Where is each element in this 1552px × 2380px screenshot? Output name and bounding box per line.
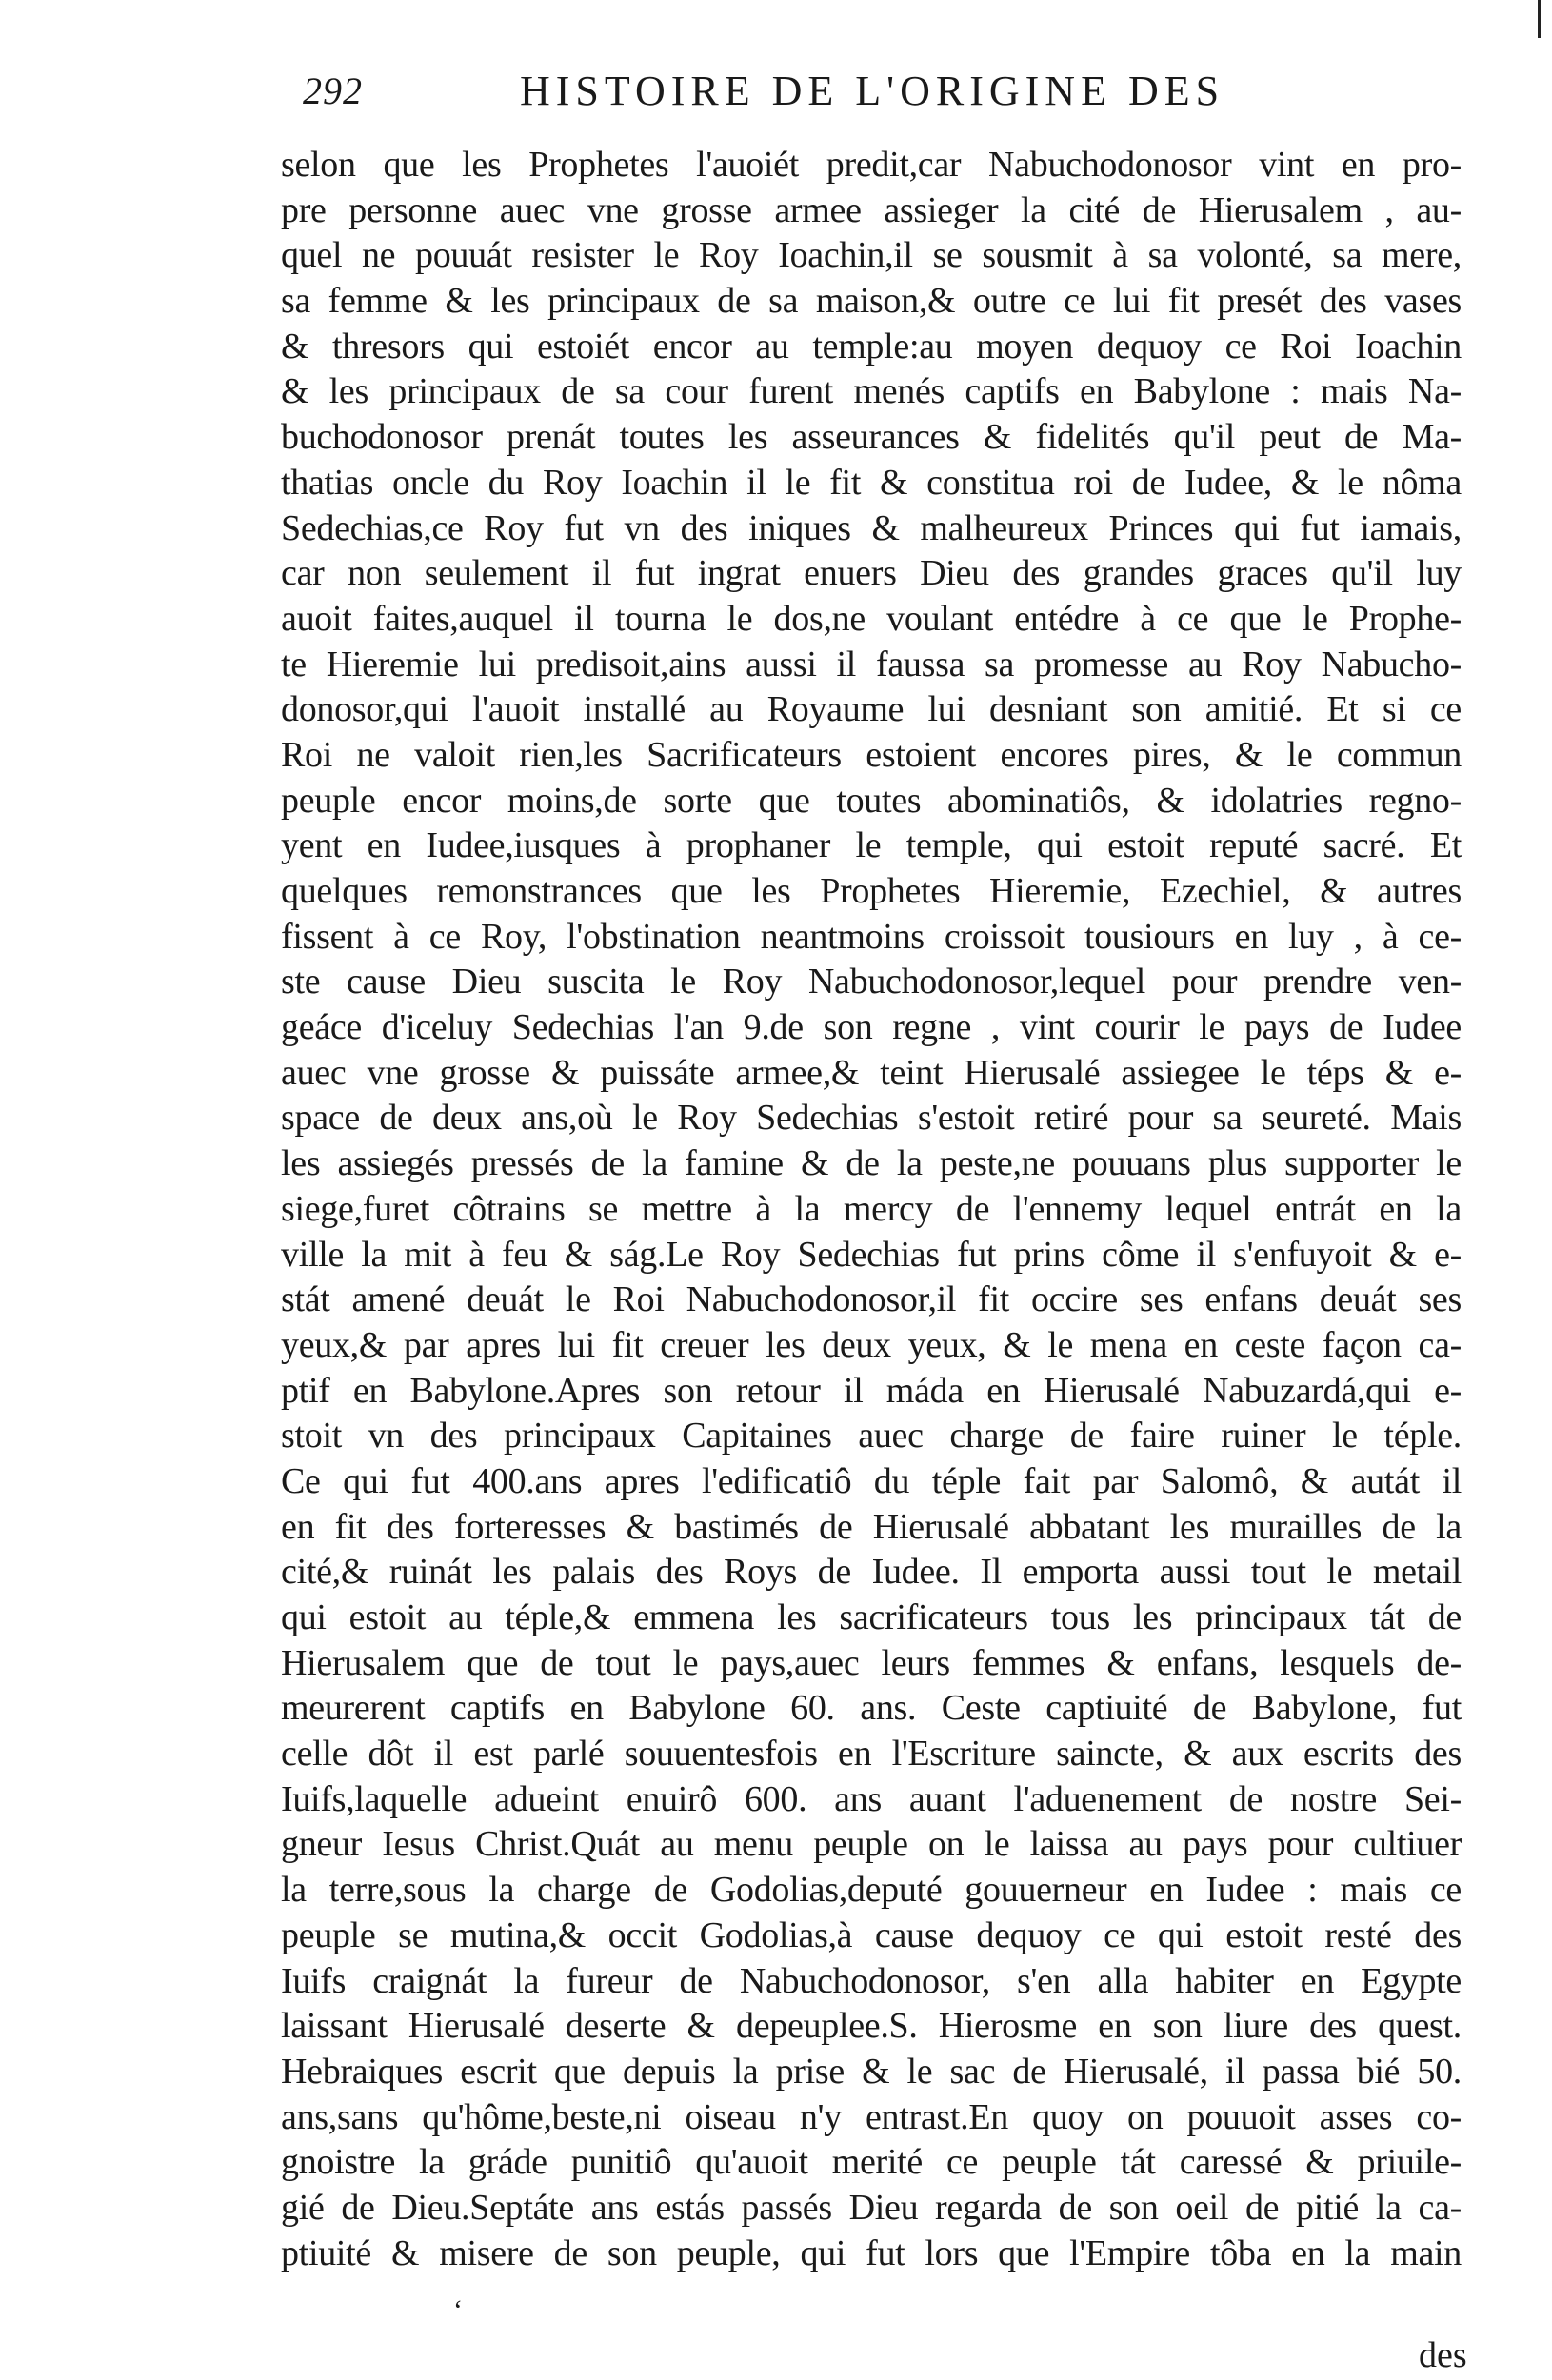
running-title: HISTOIRE DE L'ORIGINE DES xyxy=(520,68,1225,114)
text-line: auoit faites,auquel il tourna le dos,ne voulant entédre à ce que le Prophe- xyxy=(281,598,1462,639)
text-line: Hierusalem que de tout le pays,auec leurs femmes & enfans, lesquels de- xyxy=(281,1642,1462,1683)
text-line: Sedechias,ce Roy fut vn des iniques & malheureux Princes qui fut iamais, xyxy=(281,507,1462,548)
text-line: en fit des forteresses & bastimés de Hierusalé abbatant les murailles de la xyxy=(281,1506,1462,1547)
text-line: selon que les Prophetes l'auoiét predit,car Nabuchodonosor vint en pro- xyxy=(281,145,1462,185)
text-line: yeux,& par apres lui fit creuer les deux yeux, & le mena en ceste façon ca- xyxy=(281,1324,1462,1365)
text-line: ptiuité & misere de son peuple, qui fut lors que l'Empire tôba en la main xyxy=(281,2232,1462,2273)
text-line: la terre,sous la charge de Godolias,deputé gouuerneur en Iudee : mais ce xyxy=(281,1870,1462,1911)
text-line: pre personne auec vne grosse armee assieger la cité de Hierusalem , au- xyxy=(281,189,1462,230)
text-line: laissant Hierusalé deserte & depeuplee.S. Hierosme en son liure des quest. xyxy=(281,2006,1462,2047)
text-line: cité,& ruinát les palais des Roys de Iudee. Il emporta aussi tout le metail xyxy=(281,1552,1462,1593)
text-line: & thresors qui estoiét encor au temple:au moyen dequoy ce Roi Ioachin xyxy=(281,326,1462,367)
text-line: ville la mit à feu & ság.Le Roy Sedechias fut prins côme il s'enfuyoit & e- xyxy=(281,1234,1462,1275)
text-line: yent en Iudee,iusques à prophaner le temple, qui estoit reputé sacré. Et xyxy=(281,825,1462,866)
text-line: sa femme & les principaux de sa maison,& outre ce lui fit presét des vases xyxy=(281,281,1462,322)
text-line: ans,sans qu'hôme,beste,ni oiseau n'y entrast.En quoy on pouuoit asses co- xyxy=(281,2096,1462,2137)
text-line: meurerent captifs en Babylone 60. ans. Ceste captiuité de Babylone, fut xyxy=(281,1688,1462,1729)
text-line: peuple encor moins,de sorte que toutes abominatiôs, & idolatries regno- xyxy=(281,780,1462,821)
text-line: Iuifs,laquelle adueint enuirô 600. ans auant l'aduenement de nostre Sei- xyxy=(281,1778,1462,1819)
text-line: gié de Dieu.Septáte ans estás passés Dieu regarda de son oeil de pitié la ca- xyxy=(281,2187,1462,2228)
text-line: Hebraiques escrit que depuis la prise & le sac de Hierusalé, il passa bié 50. xyxy=(281,2051,1462,2092)
text-line: siege,furet côtrains se mettre à la mercy de l'ennemy lequel entrát en la xyxy=(281,1188,1462,1229)
text-line: & les principaux de sa cour furent menés captifs en Babylone : mais Na- xyxy=(281,371,1462,412)
text-line: qui estoit au téple,& emmena les sacrificateurs tous les principaux tát de xyxy=(281,1597,1462,1637)
text-line: ste cause Dieu suscita le Roy Nabuchodonosor,lequel pour prendre ven- xyxy=(281,962,1462,1002)
text-line: stoit vn des principaux Capitaines auec charge de faire ruiner le téple. xyxy=(281,1416,1462,1457)
text-line: buchodonosor prenát toutes les asseurances & fidelités qu'il peut de Ma- xyxy=(281,417,1462,458)
page-number: 292 xyxy=(303,69,363,112)
text-line: fissent à ce Roy, l'obstination neantmoins croissoit tousiours en luy , à ce- xyxy=(281,916,1462,957)
text-line: Ce qui fut 400.ans apres l'edificatiô du téple fait par Salomô, & autát il xyxy=(281,1460,1462,1501)
text-line: Roi ne valoit rien,les Sacrificateurs estoient encores pires, & le commun xyxy=(281,734,1462,775)
catchword: des xyxy=(1419,2335,1467,2375)
text-line: ptif en Babylone.Apres son retour il máda en Hierusalé Nabuzardá,qui e- xyxy=(281,1370,1462,1411)
text-line: geáce d'iceluy Sedechias l'an 9.de son regne , vint courir le pays de Iudee xyxy=(281,1007,1462,1048)
text-line: peuple se mutina,& occit Godolias,à cause dequoy ce qui estoit resté des xyxy=(281,1914,1462,1955)
text-line: space de deux ans,où le Roy Sedechias s'estoit retiré pour sa seureté. Mais xyxy=(281,1098,1462,1139)
text-line: auec vne grosse & puissáte armee,& teint Hierusalé assiegee le téps & e- xyxy=(281,1052,1462,1093)
text-line: stát amené deuát le Roi Nabuchodonosor,il fit occire ses enfans deuát ses xyxy=(281,1279,1462,1320)
text-line: donosor,qui l'auoit installé au Royaume lui desniant son amitié. Et si ce xyxy=(281,689,1462,730)
stray-mark: ʻ xyxy=(453,2294,463,2326)
text-line: quelques remonstrances que les Prophetes Hieremie, Ezechiel, & autres xyxy=(281,871,1462,911)
text-line: les assiegés pressés de la famine & de la peste,ne pouuans plus supporter le xyxy=(281,1143,1462,1184)
body-text xyxy=(281,143,1462,2276)
text-line: gnoistre la gráde punitiô qu'auoit merité ce peuple tát caressé & priuile- xyxy=(281,2142,1462,2183)
page-header xyxy=(303,69,1255,126)
text-line: celle dôt il est parlé souuentesfois en l'Escriture saincte, & aux escrits des xyxy=(281,1734,1462,1775)
text-line: gneur Iesus Christ.Quát au menu peuple on le laissa au pays pour cultiuer xyxy=(281,1824,1462,1865)
text-line: te Hieremie lui predisoit,ains aussi il faussa sa promesse au Roy Nabucho- xyxy=(281,644,1462,684)
text-line: car non seulement il fut ingrat enuers Dieu des grandes graces qu'il luy xyxy=(281,553,1462,594)
text-line: thatias oncle du Roy Ioachin il le fit & constitua roi de Iudee, & le nôma xyxy=(281,462,1462,503)
text-line: quel ne pouuát resister le Roy Ioachin,il se sousmit à sa volonté, sa mere, xyxy=(281,235,1462,276)
text-line: Iuifs craignát la fureur de Nabuchodonosor, s'en alla habiter en Egypte xyxy=(281,1960,1462,2001)
page-edge-mark xyxy=(1538,0,1541,38)
